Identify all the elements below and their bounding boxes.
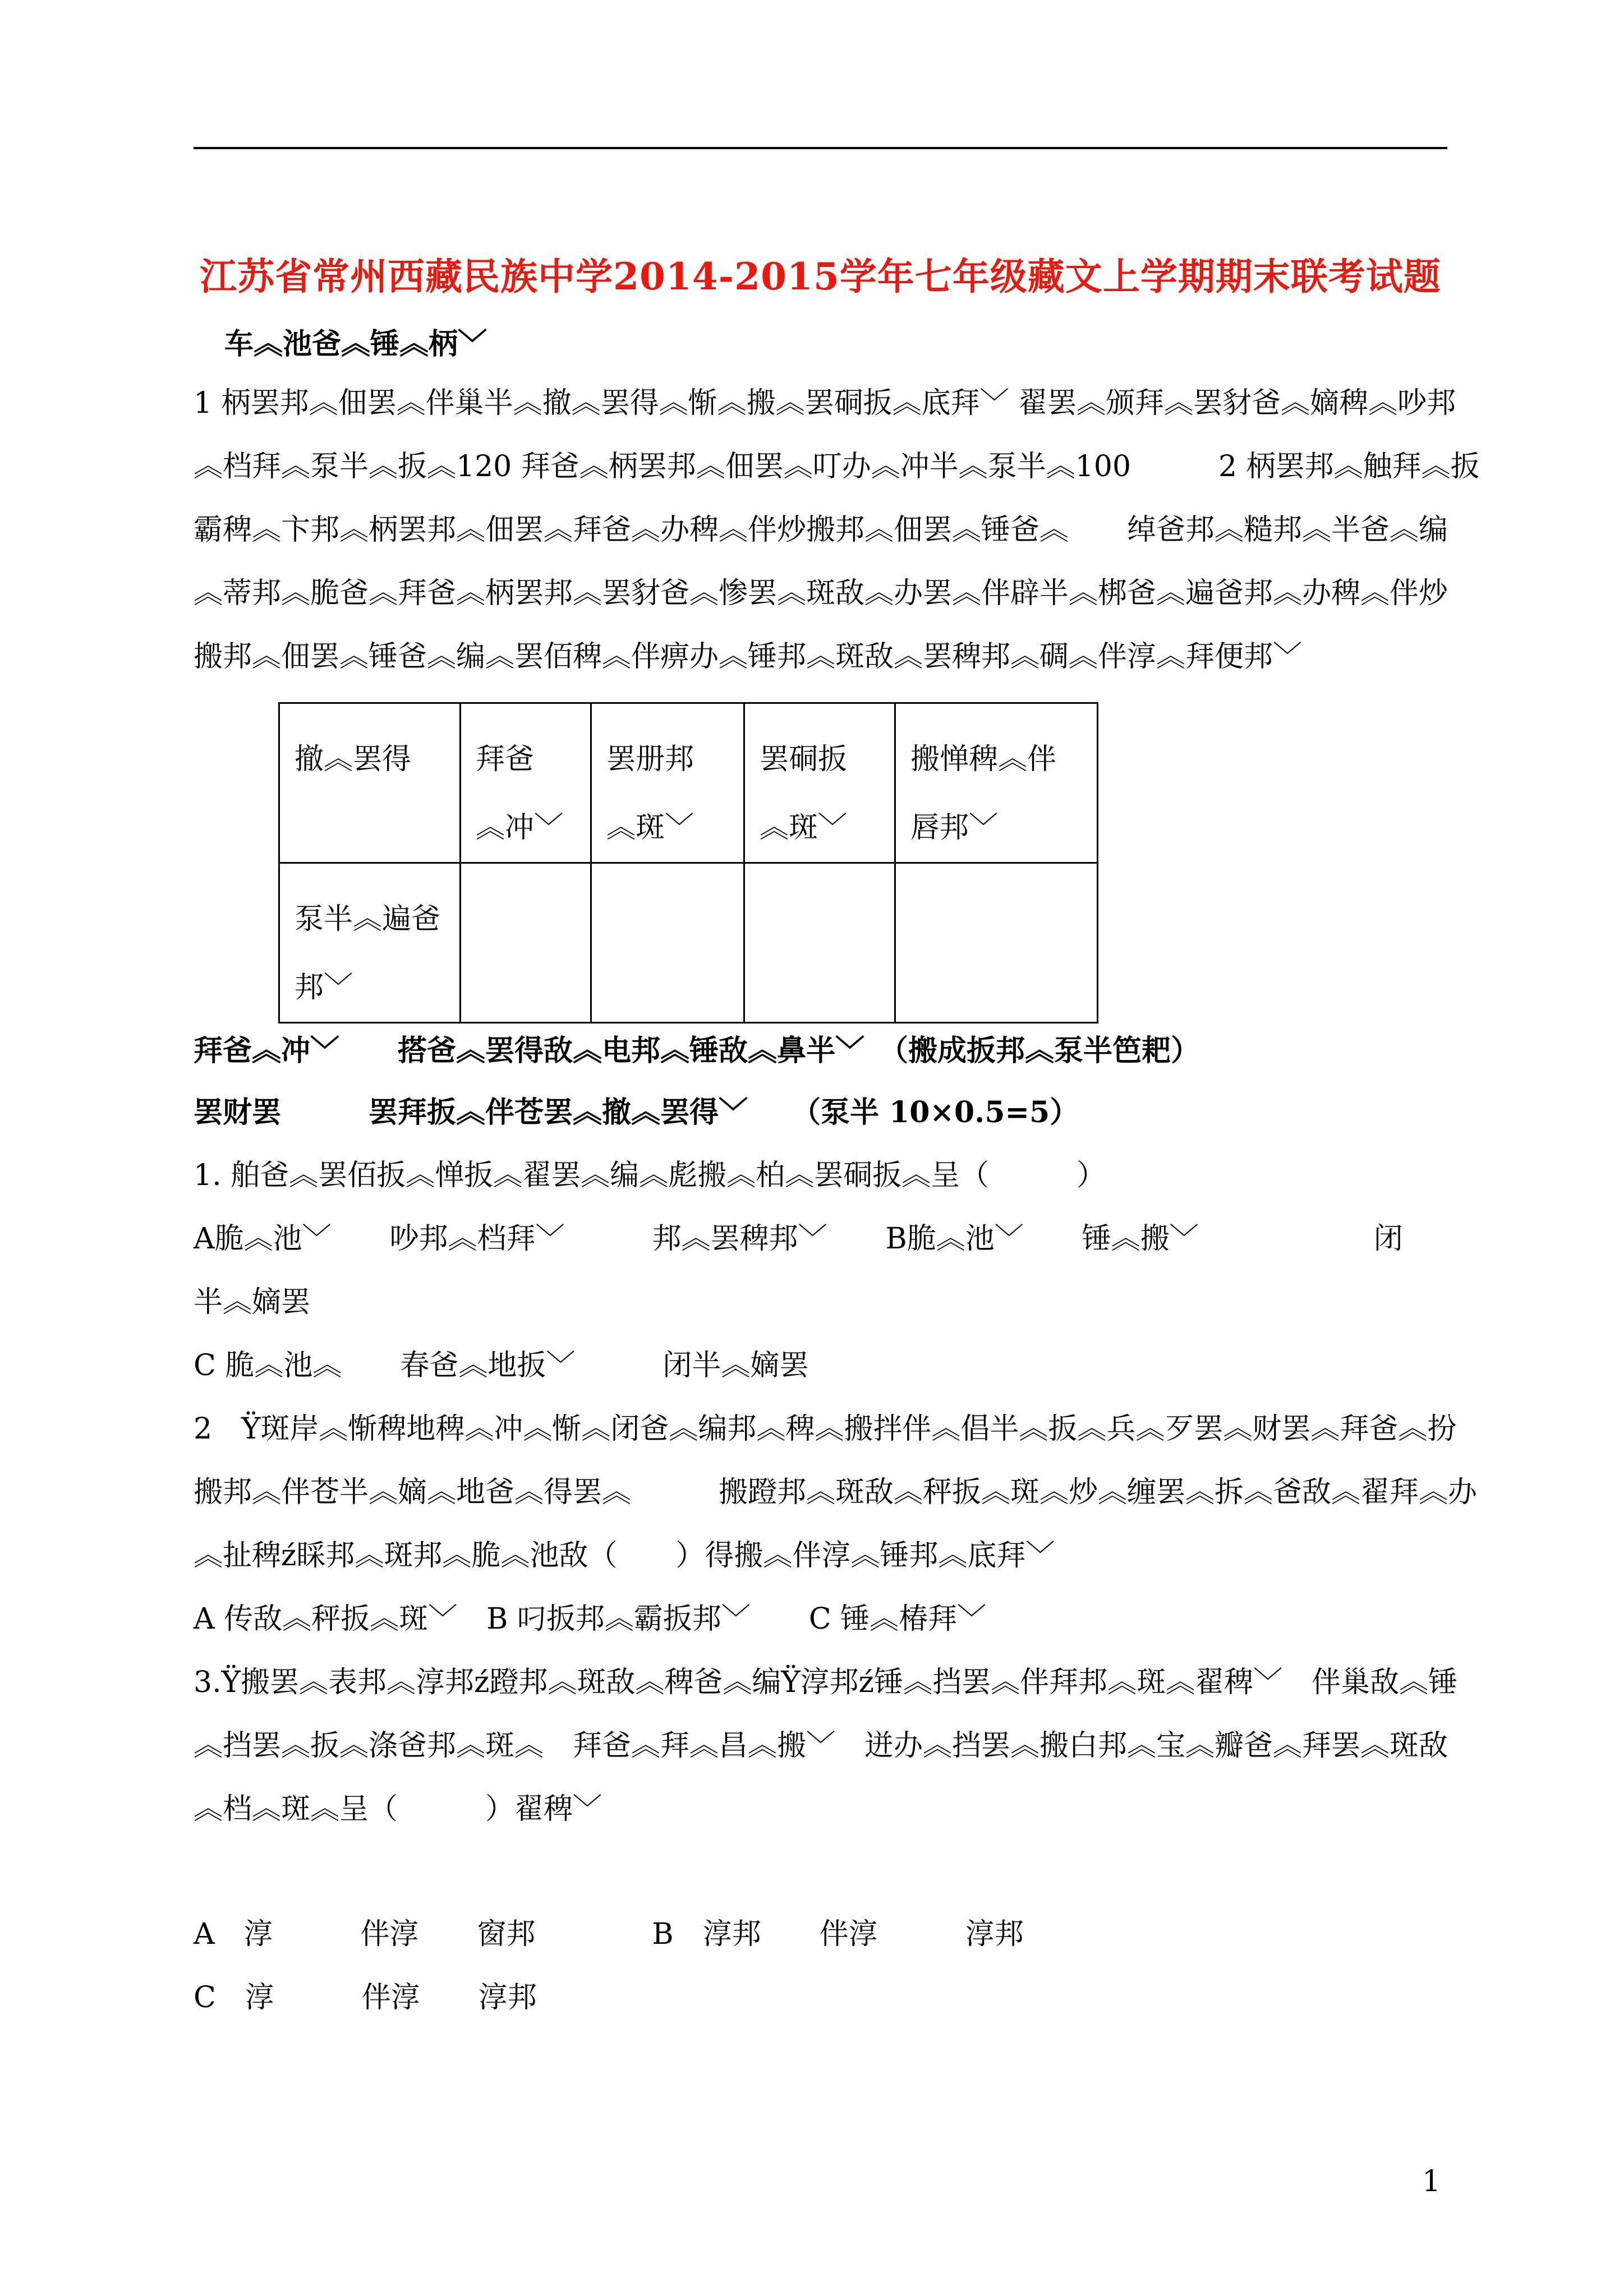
- table-header-cell: 罢硐扳︽斑﹀: [744, 703, 895, 863]
- question-2-stem-cont: 搬邦︽伴苍半︽嫡︽地爸︽得罢︽ 搬蹬邦︽斑敌︽秤扳︽斑︽炒︽缠罢︽拆︽爸敌︽翟拜︽办: [194, 1476, 1478, 1509]
- table-cell: [895, 863, 1098, 1023]
- question-1-option-c: C 脆︽池︽ 春爸︽地扳﹀ 闭半︽嫡罢: [194, 1349, 809, 1382]
- question-1-options-cont: 半︽嫡罢: [194, 1285, 311, 1319]
- table-header-cell: 罢册邦︽斑﹀: [591, 703, 744, 863]
- question-2-options: A 传敌︽秤扳︽斑﹀ B 叼扳邦︽霸扳邦﹀ C 锤︽椿拜﹀: [194, 1602, 987, 1636]
- question-3-stem: 3.Ÿ搬罢︽表邦︽淳邦ź蹬邦︽斑敌︽稗爸︽编Ÿ淳邦ź锤︽挡罢︽伴拜邦︽斑︽翟稗﹀ 伴巢敌︽锤: [194, 1666, 1458, 1699]
- question-2-stem: 2 Ÿ斑岸︽惭稗地稗︽冲︽惭︽闭爸︽编邦︽稗︽搬拌伴︽倡半︽扳︽兵︽歹罢︽财罢︽拜爸︽扮: [194, 1412, 1457, 1446]
- table-header-cell: 拜爸︽冲﹀: [461, 703, 591, 863]
- table-header-cell: 撤︽罢得: [279, 703, 461, 863]
- part1-subheading: 罢财罢 罢拜扳︽伴苍罢︽撤︽罢得﹀ （泵半 10×0.5=5）: [194, 1095, 1079, 1129]
- score-table: [278, 702, 1098, 1023]
- question-1-stem: 1. 舶爸︽罢佰扳︽惮扳︽翟罢︽编︽彪搬︽柏︽罢硐扳︽呈（ ）: [194, 1159, 1106, 1192]
- header-rule: [194, 147, 1447, 149]
- intro-line-1: 1 柄罢邦︽佃罢︽伴巢半︽撤︽罢得︽惭︽搬︽罢硐扳︽底拜﹀ 翟罢︽颁拜︽罢豺爸︽嫡稗︽吵邦: [194, 386, 1456, 420]
- table-cell: [591, 863, 744, 1023]
- table-row: [279, 863, 1098, 1023]
- table-cell: [461, 863, 591, 1023]
- section-header: 车︽池爸︽锤︽柄﹀: [224, 327, 487, 361]
- table-row: [279, 703, 1098, 863]
- question-3-stem-cont: ︽挡罢︽扳︽涤爸邦︽斑︽ 拜爸︽拜︽昌︽搬﹀ 迸办︽挡罢︽搬白邦︽宝︽瓣爸︽拜罢︽斑敌: [194, 1729, 1448, 1763]
- intro-line-5: 搬邦︽佃罢︽锤爸︽编︽罢佰稗︽伴痹办︽锤邦︽斑敌︽罢稗邦︽碉︽伴淳︽拜便邦﹀: [194, 640, 1303, 674]
- intro-line-2: ︽档拜︽泵半︽扳︽120 拜爸︽柄罢邦︽佃罢︽叮办︽冲半︽泵半︽100 2 柄罢邦︽触拜︽扳: [194, 450, 1480, 483]
- intro-line-3: 霸稗︽卞邦︽柄罢邦︽佃罢︽拜爸︽办稗︽伴炒搬邦︽佃罢︽锤爸︽ 绰爸邦︽糙邦︽半爸︽编: [194, 513, 1448, 547]
- table-row-label: 泵半︽遍爸邦﹀: [279, 863, 461, 1023]
- intro-line-4: ︽蒂邦︽脆爸︽拜爸︽柄罢邦︽罢豺爸︽惨罢︽斑敌︽办罢︽伴辟半︽梆爸︽遍爸邦︽办稗︽伴炒: [194, 577, 1448, 610]
- table-header-cell: 搬惮稗︽伴唇邦﹀: [895, 703, 1098, 863]
- question-2-stem-end: ︽扯稗ź睬邦︽斑邦︽脆︽池敌（ ）得搬︽伴淳︽锤邦︽底拜﹀: [194, 1539, 1055, 1573]
- question-3-stem-end: ︽档︽斑︽呈（ ）翟稗﹀: [194, 1792, 602, 1826]
- question-1-options: A脆︽池﹀ 吵邦︽档拜﹀ 邦︽罢稗邦﹀ B脆︽池﹀ 锤︽搬﹀ 闭: [194, 1222, 1403, 1256]
- part1-heading: 拜爸︽冲﹀ 搭爸︽罢得敌︽电邦︽锤敌︽鼻半﹀ （搬成扳邦︽泵半笆耙）: [194, 1034, 1200, 1068]
- table-cell: [744, 863, 895, 1023]
- page-number: 1: [1422, 2165, 1441, 2198]
- document-title: 江苏省常州西藏民族中学2014-2015学年七年级藏文上学期期末联考试题: [200, 255, 1441, 298]
- question-3-option-c: C 淳 伴淳 淳邦: [194, 1981, 537, 2014]
- question-3-options: A 淳 伴淳 窗邦 B 淳邦 伴淳 淳邦: [194, 1917, 1024, 1951]
